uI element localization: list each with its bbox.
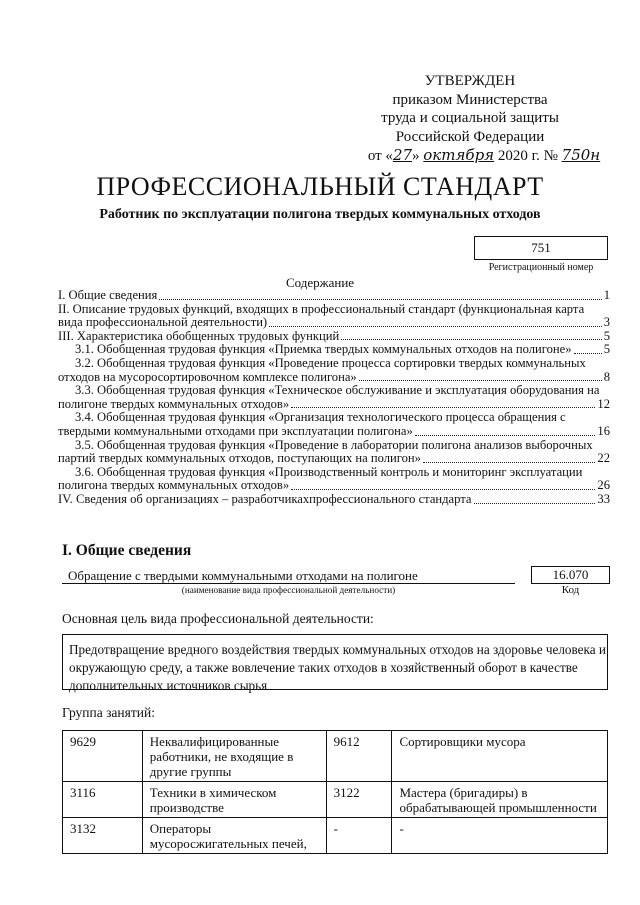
toc-entry: 3.2. Обобщенная трудовая функция «Проведение процесса сортировки твердых коммунальных xyxy=(75,355,586,370)
goal-line: дополнительных источников сырья xyxy=(69,678,268,693)
toc-entry: 3.1. Обобщенная трудовая функция «Приемка твердых коммунальных отходов на полигоне» 5 xyxy=(75,342,610,357)
goal-line: Предотвращение вредного воздействия твердых коммунальных отходов на здоровье человека и xyxy=(69,642,606,657)
toc-entry: 3.5. Обобщенная трудовая функция «Проведение в лаборатории полигона анализов выборочных xyxy=(75,437,593,452)
approval-line-2: труда и социальной защиты xyxy=(381,110,559,126)
document-subtitle: Работник по эксплуатации полигона твердых коммунальных отходов xyxy=(99,207,541,222)
toc-entry: отходов на мусоросортировочном комплексе полигона» 8 xyxy=(58,369,610,384)
approval-date-line: от «27» октября 2020 г. № 750н xyxy=(367,146,601,164)
approval-heading: УТВЕРЖДЕН xyxy=(424,73,516,89)
toc-entry: твердыми коммунальными отходами при эксплуатации полигона» 16 xyxy=(58,423,610,438)
occupation-name: Техники в химическом производстве xyxy=(142,782,326,818)
activity-code-label: Код xyxy=(561,584,580,596)
occupation-name: - xyxy=(392,818,608,854)
occupation-name: Сортировщики мусора xyxy=(392,731,608,782)
toc-heading: Содержание xyxy=(285,275,355,290)
toc-entry: полигоне твердых коммунальных отходов» 12 xyxy=(58,396,610,411)
toc-entry: полигона твердых коммунальных отходов» 26 xyxy=(58,478,610,493)
toc-entry: IV. Сведения об организациях – разработчикахпрофессионального стандарта 33 xyxy=(58,491,610,506)
toc-entry: III. Характеристика обобщенных трудовых функций 5 xyxy=(58,328,610,343)
goal-label: Основная цель вида профессиональной деятельности: xyxy=(62,611,374,626)
occupation-name: Неквалифицированные работники, не входящие в другие группы xyxy=(142,731,326,782)
goal-box xyxy=(62,634,608,693)
registration-number-box: 751 xyxy=(474,236,608,260)
occupation-group-label: Группа занятий: xyxy=(62,705,155,720)
activity-caption: (наименование вида профессиональной деятельности) xyxy=(181,585,396,595)
occupation-code: 9612 xyxy=(326,731,392,782)
occupation-table xyxy=(62,730,608,854)
order-number: 750н xyxy=(561,146,601,164)
toc-entry: 3.4. Обобщенная трудовая функция «Организация технологического процесса обращения с xyxy=(75,410,566,425)
occupation-code: - xyxy=(326,818,392,854)
approval-line-1: приказом Министерства xyxy=(392,91,548,108)
activity-code-box: 16.070 xyxy=(531,566,610,584)
toc-entry: II. Описание трудовых функций, входящих в профессиональный стандарт (функциональная карта xyxy=(58,301,585,316)
occupation-name: Мастера (бригадиры) в обрабатывающей промышленности xyxy=(392,782,608,818)
table-of-contents xyxy=(58,289,610,507)
approval-line-3: Российской Федерации xyxy=(395,128,545,145)
occupation-code: 3116 xyxy=(63,782,143,818)
table-row xyxy=(63,818,608,854)
toc-entry: 3.3. Обобщенная трудовая функция «Техническое обслуживание и эксплуатация оборудования на xyxy=(75,383,600,398)
document-title: ПРОФЕССИОНАЛЬНЫЙ СТАНДАРТ xyxy=(96,172,544,201)
toc-entry: партий твердых коммунальных отходов, поступающих на полигон» 22 xyxy=(58,451,610,466)
occupation-name: Операторы мусоросжигательных печей, xyxy=(142,818,326,854)
occupation-code: 3122 xyxy=(326,782,392,818)
occupation-code: 3132 xyxy=(63,818,143,854)
toc-entry: вида профессиональной деятельности) 3 xyxy=(58,315,610,330)
registration-number-label: Регистрационный номер xyxy=(488,262,594,273)
date-day: 27 xyxy=(392,146,413,164)
table-row xyxy=(63,731,608,782)
date-month: октября xyxy=(423,146,495,164)
occupation-code: 9629 xyxy=(63,731,143,782)
section-heading: I. Общие сведения xyxy=(62,542,192,559)
goal-line: окружающую среду, а также вовлечение таких отходов в хозяйственный оборот в качестве xyxy=(69,660,578,675)
approval-block xyxy=(330,72,610,166)
toc-entry: I. Общие сведения 1 xyxy=(58,288,610,302)
activity-name: Обращение с твердыми коммунальными отходами на полигоне xyxy=(62,568,515,584)
toc-entry: 3.6. Обобщенная трудовая функция «Производственный контроль и мониторинг эксплуатации xyxy=(75,464,583,479)
table-row xyxy=(63,782,608,818)
